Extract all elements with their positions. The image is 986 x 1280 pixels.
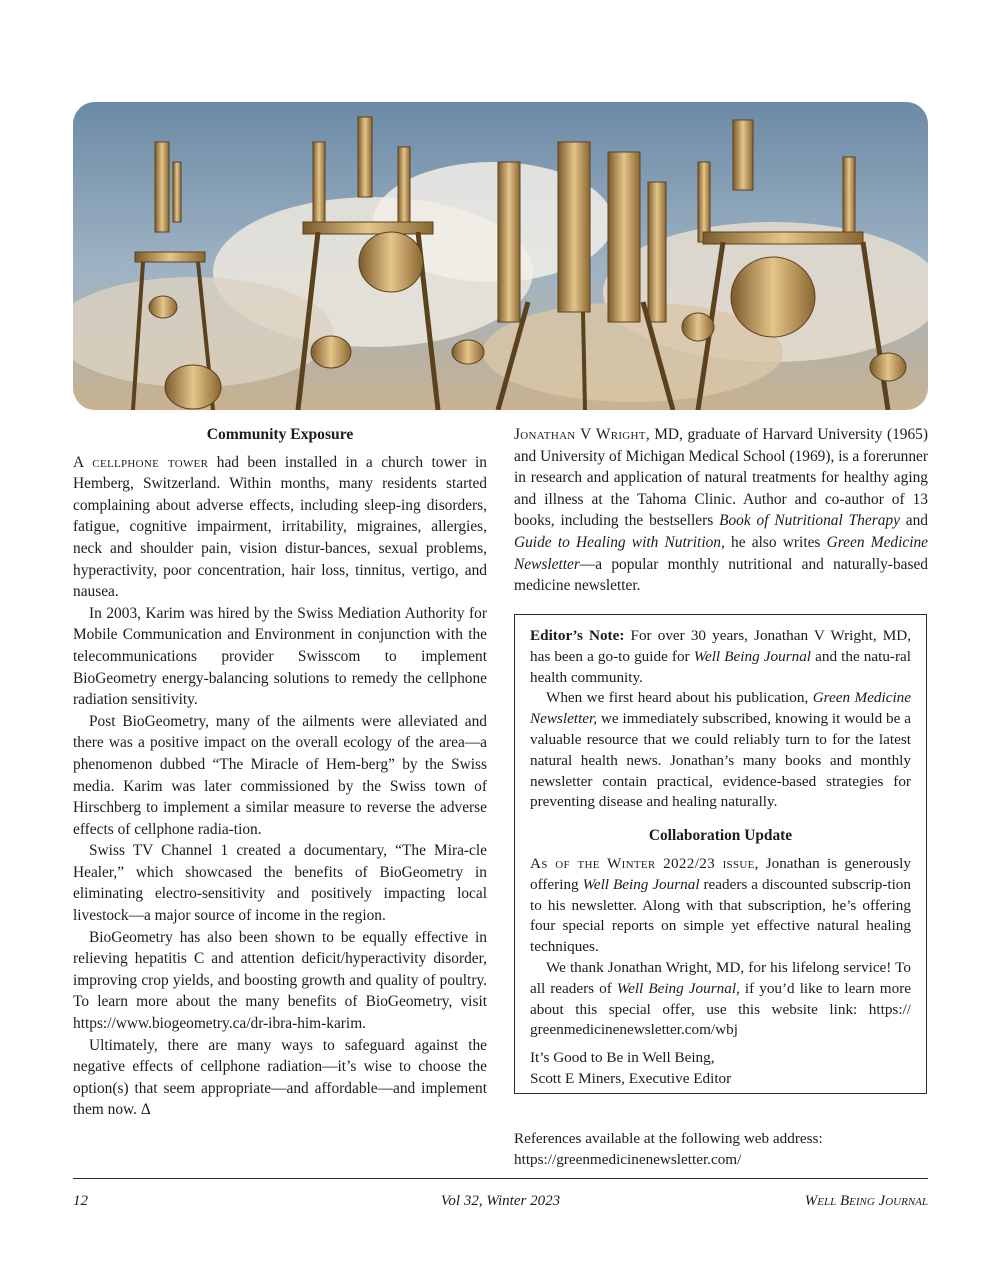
paragraph: Editor’s Note: For over 30 years, Jonathan V Wright, MD, has been a go-to guide for Well Being Journal and the natu-ral health community. [530,627,911,686]
author-bio [514,424,928,597]
signoff [530,1048,911,1090]
paragraph: Post BioGeometry, many of the ailments were alleviated and there was a positive impact on the overall ecology of the area—a phenomenon dubbed “The Miracle of Hem-berg” by the Swiss media. Karim was later commissioned by the Swiss town of Hirschberg to implement a similar measure to reverse the adverse effects of cellphone radia-tion. [73,712,487,838]
bio-paragraph: Jonathan V Wright, MD, graduate of Harvard University (1965) and University of Michigan Medical School (1969), is a forerunner in research and application of natural treatments for healthy aging and illness at the Tahoma Clinic. Author and co-author of 13 books, including the bestsellers Book of Nutritional Therapy and Guide to Healing with Nutrition, he also writes Green Medicine Newsletter—a popular monthly nutritional and naturally-based medicine newsletter. [514,426,929,595]
signoff-signature: Scott E Miners, Executive Editor [530,1069,732,1087]
cell-tower-photo [73,102,928,410]
signoff-line: It’s Good to Be in Well Being, [530,1049,715,1067]
section-heading-community-exposure: Community Exposure [206,426,354,443]
lead-in: A cellphone tower [73,453,209,471]
paragraph: Ultimately, there are many ways to safeguard against the negative effects of cellphone radiation—it’s wise to choose the option(s) that seem appropriate—and affordable—and implement them now. Δ [73,1036,487,1119]
paragraph: A cellphone tower had been installed in a church tower in Hemberg, Switzerland. Within months, many residents started complaining about adverse effects, including sleep-ing disorders, fatigue, cognitive impairment, irritability, migraines, allergies, neck and shoulder pain, vision distur-bances, sexual problems, hyperactivity, poor concentration, hair loss, tinnitus, vertigo, and nausea. [73,453,487,601]
lead-in: As of the Winter 2022/23 issue [530,854,755,872]
paragraph: We thank Jonathan Wright, MD, for his lifelong service! To all readers of Well Being Journal, if you’d like to learn more about this special offer, use this website link: https:// greenmedicinenewsletter.com/wbj [530,958,911,1039]
references-label: References available at the following web address: [514,1130,823,1147]
paragraph: When we first heard about his publication, Green Medicine Newsletter, we immediately subscribed, knowing it would be a valuable resource that we could reliably turn to for the latest natural health news. Jonathan’s many books and monthly newsletter contain practical, evidence-based strategies for preventing disease and healing naturally. [530,689,911,811]
editor-note-label: Editor’s Note: [530,627,625,644]
references-note [514,1128,928,1170]
references-url[interactable]: https://greenmedicinenewsletter.com/ [514,1151,742,1168]
paragraph: BioGeometry has also been shown to be equally effective in relieving hepatitis C and attention deficit/hyperactivity disorder, improving crop yields, and boosting growth and quality of poultry. To learn more about the many benefits of BioGeometry, visit https://www.biogeometry.ca/dr-ibra-him-karim. [73,928,487,1033]
section-heading-collaboration-update: Collaboration Update [648,827,793,845]
paragraph: As of the Winter 2022/23 issue, Jonathan is generously offering Well Being Journal readers a discounted subscrip-tion to his newsletter. Along with that subscription, he’s offering four special reports on simple yet effective natural healing techniques. [530,854,911,956]
issue-label: Vol 32, Winter 2023 [440,1193,561,1209]
author-name: Jonathan V Wright [514,426,646,443]
paragraph: In 2003, Karim was hired by the Swiss Mediation Authority for Mobile Communication and Environment in conjunction with the telecommunications provider Swisscom to implement BioGeometry energy-balancing solutions to remedy the cellphone radiation sensitivity. [73,604,487,709]
footer-divider [73,1178,928,1179]
page-number: 12 [73,1193,88,1209]
editor-note-box [514,614,927,1094]
journal-name: Well Being Journal [804,1193,928,1209]
paragraph: Swiss TV Channel 1 created a documentary, “The Mira-cle Healer,” which showcased the benefits of BioGeometry in eliminating electro-sensitivity and positively impacting local livestock—a major source of income in the region. [73,842,487,925]
left-column [73,424,487,1121]
